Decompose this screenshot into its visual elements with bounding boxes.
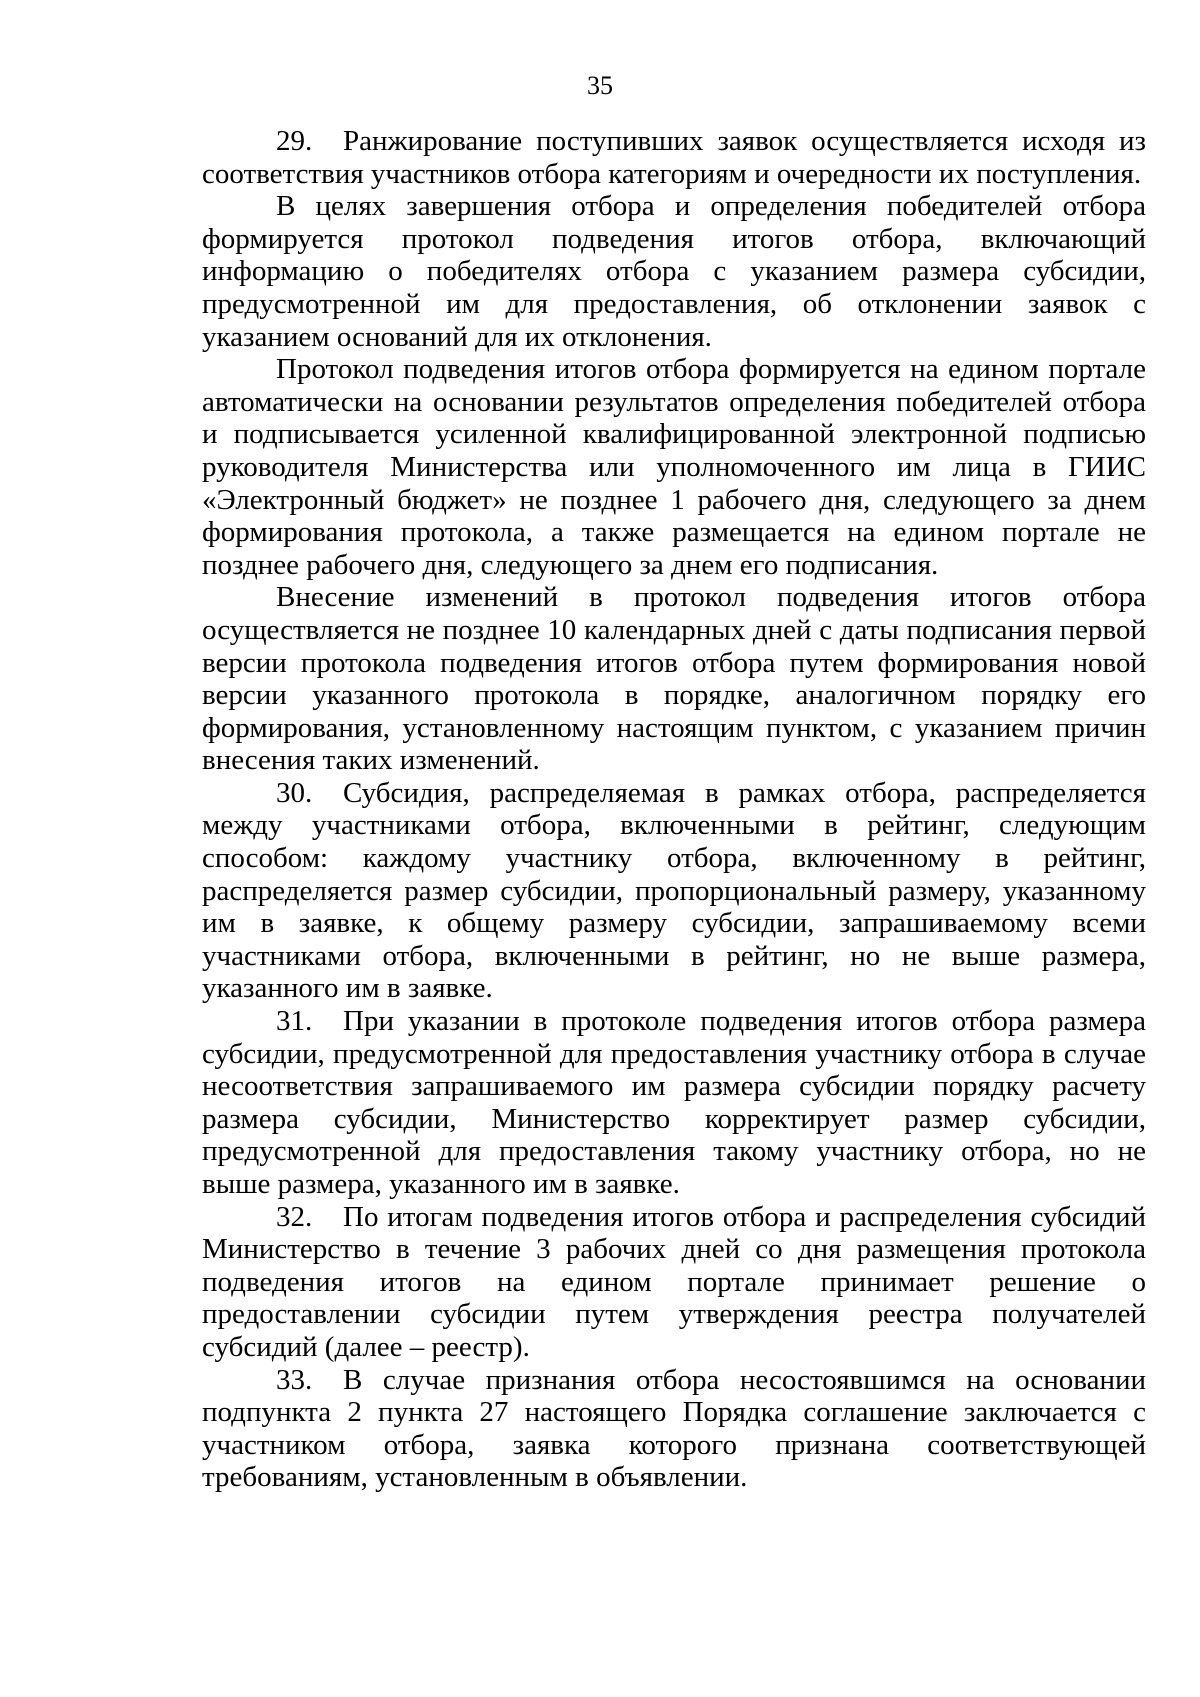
paragraph-33: [202, 1364, 1146, 1494]
paragraph-29: [202, 125, 1146, 190]
paragraph-29-protocol: [202, 353, 1146, 581]
paragraph-32: [202, 1201, 1146, 1364]
paragraph-text: По итогам подведения итогов отбора и распределения субсидий Министерство в течение 3 рабочих дней со дня размещения протокола подведения итогов на едином портале принимает решение о предоставлении субсидии путем утверждения реестра получателей субсидий (далее – реестр).: [202, 1200, 1146, 1363]
paragraph-text: Протокол подведения итогов отбора формируется на едином портале автоматически на основании результатов определения победителей отбора и подписывается усиленной квалифицированной электронной подписью руководителя Министерства или уполномоченного им лица в ГИИС «Электронный бюджет» не позднее 1 рабочего дня, следующего за днем формирования протокола, а также размещается на едином портале не позднее рабочего дня, следующего за днем его подписания.: [202, 353, 1146, 581]
paragraph-text: В случае признания отбора несостоявшимся на основании подпункта 2 пункта 27 настоящего Порядка соглашение заключается с участником отбора, заявка которого признана соответствующей требованиям, установленным в объявлении.: [202, 1363, 1146, 1494]
paragraph-text: Внесение изменений в протокол подведения итогов отбора осуществляется не позднее 10 календарных дней с даты подписания первой версии протокола подведения итогов отбора путем формирования новой версии указанного протокола в порядке, аналогичном порядку его формирования, установленному настоящим пунктом, с указанием причин внесения таких изменений.: [202, 581, 1146, 777]
paragraph-text: При указании в протоколе подведения итогов отбора размера субсидии, предусмотренной для предоставления участнику отбора в случае несоответствия запрашиваемого им размера субсидии порядку расчету размера субсидии, Министерство корректирует размер субсидии, предусмотренной для предоставления такому участнику отбора, но не выше размера, указанного им в заявке.: [202, 1005, 1146, 1200]
paragraph-number: 32.: [276, 1200, 313, 1233]
paragraph-31: [202, 1005, 1146, 1201]
paragraph-29-changes: [202, 581, 1146, 777]
paragraph-29-winners: [202, 190, 1146, 353]
document-body: [202, 125, 1146, 1494]
paragraph-30: [202, 777, 1146, 1005]
page-number: 35: [587, 71, 613, 100]
paragraph-number: 33.: [276, 1363, 313, 1396]
paragraph-text: Субсидия, распределяемая в рамках отбора, распределяется между участниками отбора, включенными в рейтинг, следующим способом: каждому участнику отбора, включенному в рейтинг, распределяется размер субсидии, пропорциональный размеру, указанному им в заявке, к общему размеру субсидии, запрашиваемому всеми участниками отбора, включенными в рейтинг, но не выше размера, указанного им в заявке.: [202, 776, 1146, 1005]
paragraph-number: 29.: [276, 125, 313, 157]
paragraph-text: В целях завершения отбора и определения победителей отбора формируется протокол подведения итогов отбора, включающий информацию о победителях отбора с указанием размера субсидии, предусмотренной им для предоставления, об отклонении заявок с указанием оснований для их отклонения.: [202, 190, 1146, 353]
paragraph-number: 30.: [276, 776, 313, 809]
paragraph-number: 31.: [276, 1005, 313, 1038]
paragraph-text: Ранжирование поступивших заявок осуществляется исходя из соответствия участников отбора категориям и очередности их поступления.: [202, 125, 1146, 190]
